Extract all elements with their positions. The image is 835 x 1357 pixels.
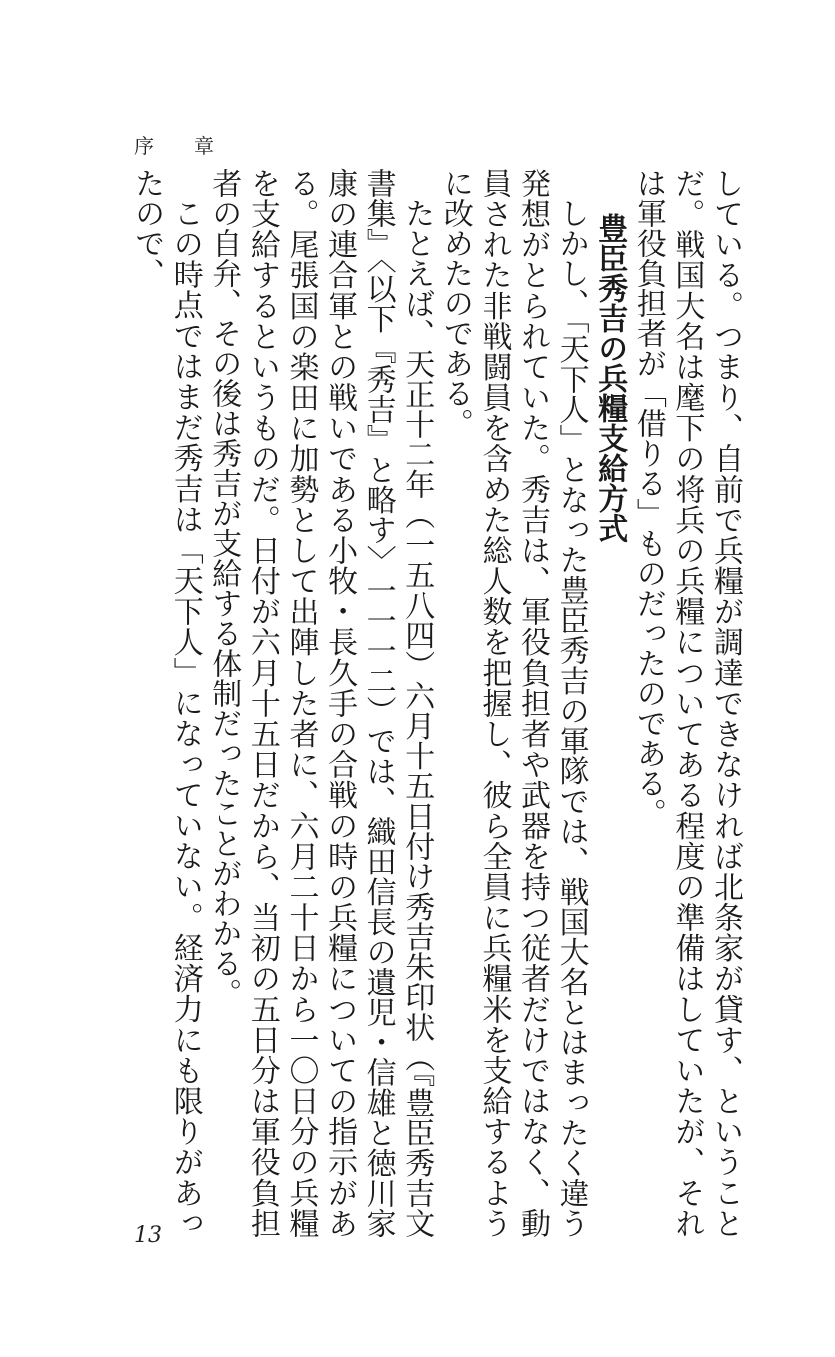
- paragraph-1: している。つまり、自前で兵糧が調達できなければ北条家が貸す、ということだ。戦国大名は麾下の将兵の兵糧についてある程度の準備はしていたが、それは軍役負担者が「借りる」ものだったのである。: [630, 168, 743, 1239]
- paragraph-4: この時点ではまだ秀吉は「天下人」になっていない。経済力にも限りがあったので、: [129, 168, 203, 1238]
- running-head: 序 章: [134, 134, 214, 158]
- section-heading: 豊臣秀吉の兵糧支給方式: [592, 213, 628, 543]
- page-number: 13: [134, 1223, 162, 1248]
- paragraph-2: しかし、「天下人」となった豊臣秀吉の軍隊では、戦国大名とはまったく違う発想がとられていた。秀吉は、軍役負担者や武器を持つ従者だけではなく、動員された非戦闘員を含めた総人数を把握し、彼ら全員に兵糧米を支給するように改めたのである。: [437, 168, 589, 1238]
- paragraph-3: たとえば、天正十二年（一五八四）六月十五日付け秀吉朱印状（『豊臣秀吉文書集』〈以下『秀吉』と略す〉一一一二）では、織田信長の遺児・信雄と徳川家康の連合軍との戦いである小牧・長久手の合戦の時の兵糧についての指示がある。尾張国の楽田に加勢として出陣した者に、六月二十日から一〇日分の兵糧を支給するというものだ。日付が六月十五日だから、当初の五日分は軍役負担者の自弁、その後は秀吉が支給する体制だったことがわかる。: [206, 168, 435, 1238]
